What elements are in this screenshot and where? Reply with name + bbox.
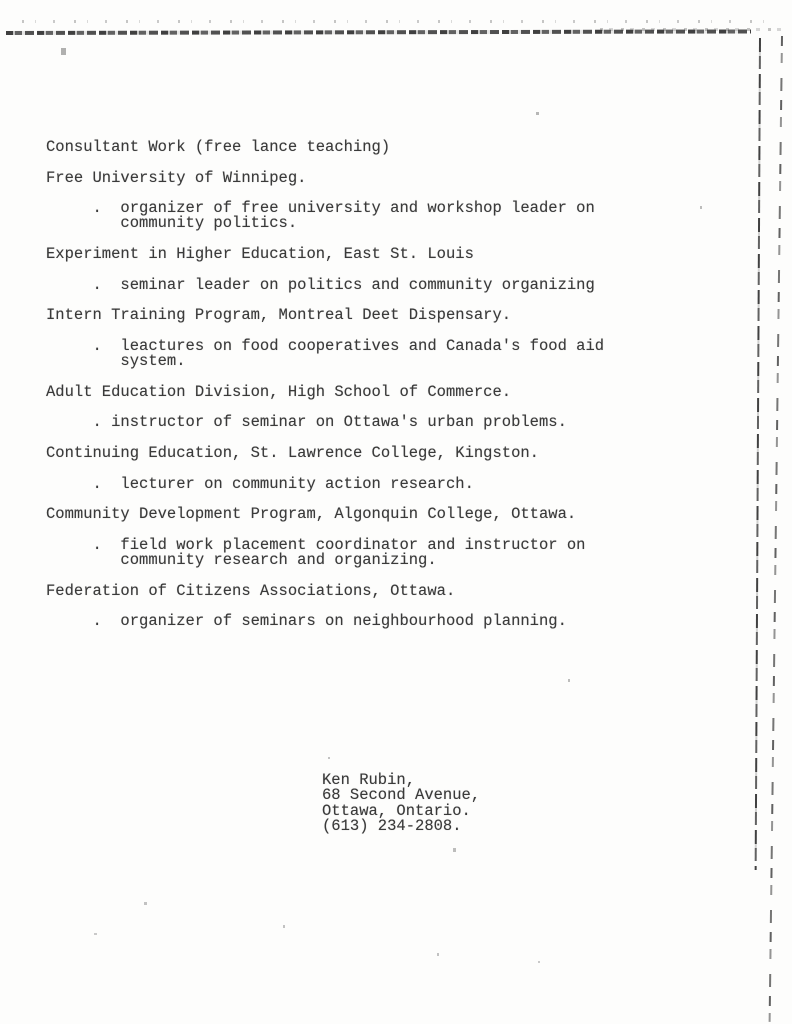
section-heading-consultant-work: Consultant Work (free lance teaching)	[46, 138, 391, 156]
scan-speck	[536, 112, 539, 115]
bullet-line: . organizer of seminars on neighbourhood planning.	[46, 612, 567, 631]
scan-speck	[437, 953, 439, 956]
scan-artifact-vertical-line-left	[755, 38, 761, 870]
bullet-line: . lecturer on community action research.	[46, 474, 474, 493]
bullet-continuation-line: community politics.	[46, 214, 298, 233]
scan-speck	[700, 206, 702, 209]
bullet-line: . seminar leader on politics and community organizing	[46, 275, 595, 294]
scan-speck	[328, 757, 330, 759]
scan-speck	[94, 933, 97, 935]
contact-block	[322, 773, 480, 834]
scan-speck	[144, 902, 147, 905]
bullet-continuation-line: community research and organizing.	[46, 551, 437, 570]
scan-artifact-vertical-line-right	[769, 36, 783, 1022]
document-body	[46, 140, 604, 630]
bullet-line: . instructor of seminar on Ottawa's urban problems.	[46, 413, 567, 432]
contact-name: Ken Rubin,	[322, 771, 416, 789]
bullet-line: . field work placement coordinator and instructor on	[46, 535, 586, 554]
scan-speck	[453, 848, 456, 852]
entry-heading-adult-education: Adult Education Division, High School of Commerce.	[46, 382, 512, 401]
entry-heading-intern-training: Intern Training Program, Montreal Deet Dispensary.	[46, 306, 512, 325]
entry-heading-community-development: Community Development Program, Algonquin College, Ottawa.	[46, 505, 577, 524]
contact-phone: (613) 234-2808.	[322, 816, 462, 835]
entry-heading-experiment: Experiment in Higher Education, East St. Louis	[46, 245, 474, 264]
entry-heading-federation: Federation of Citizens Associations, Ottawa.	[46, 581, 456, 600]
scan-speck	[61, 48, 66, 55]
scan-artifact-top-line-tail	[600, 28, 786, 31]
bullet-line: . organizer of free university and workshop leader on	[46, 199, 595, 218]
entry-heading-free-university: Free University of Winnipeg.	[46, 168, 307, 187]
scan-speck	[538, 961, 540, 963]
scan-speck	[568, 679, 570, 682]
bullet-continuation-line: system.	[46, 352, 186, 371]
contact-city: Ottawa, Ontario.	[322, 801, 471, 820]
scan-speck	[283, 925, 285, 928]
bullet-line: . leactures on food cooperatives and Canada's food aid	[46, 336, 605, 355]
entry-heading-continuing-education: Continuing Education, St. Lawrence College, Kingston.	[46, 443, 539, 462]
contact-street: 68 Second Avenue,	[322, 786, 481, 805]
scan-artifact-top-speckles	[22, 20, 774, 23]
